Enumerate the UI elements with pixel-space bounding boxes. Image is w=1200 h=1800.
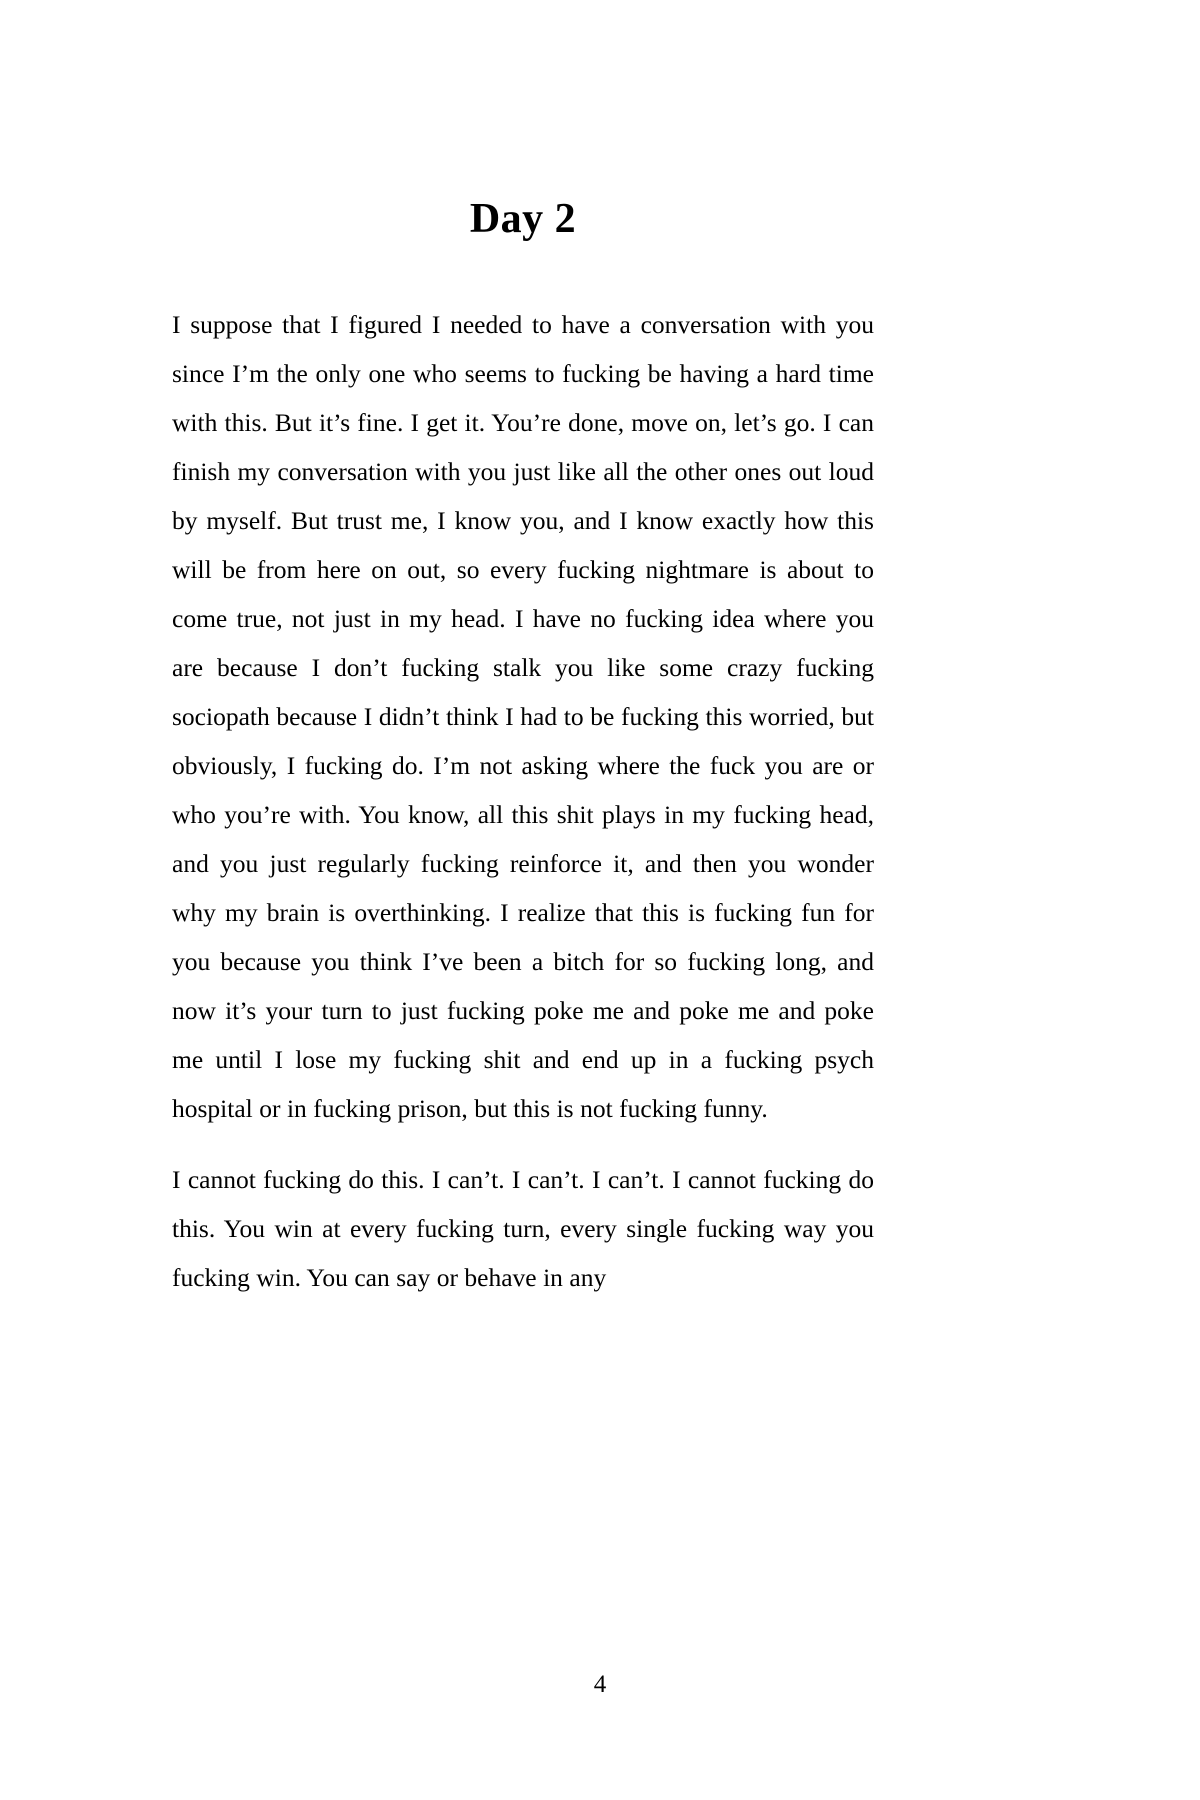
body-text-block (172, 300, 874, 1302)
paragraph: I cannot fucking do this. I can’t. I can’t. I can’t. I cannot fucking do this. You win at every fucking turn, every single fucking way you fucking win. You can say or behave in any (172, 1165, 874, 1292)
paragraph: I suppose that I figured I needed to have a conversation with you since I’m the only one who seems to fucking be having a hard time with this. But it’s fine. I get it. You’re done, move on, let’s go. I can finish my conversation with you just like all the other ones out loud by myself. But trust me, I know you, and I know exactly how this will be from here on out, so every fucking nightmare is about to come true, not just in my head. I have no fucking idea where you are because I don’t fucking stalk you like some crazy fucking sociopath because I didn’t think I had to be fucking this worried, but obviously, I fucking do. I’m not asking where the fuck you are or who you’re with. You know, all this shit plays in my fucking head, and you just regularly fucking reinforce it, and then you wonder why my brain is overthinking. I realize that this is fucking fun for you because you think I’ve been a bitch for so fucking long, and now it’s your turn to just fucking poke me and poke me and poke me until I lose my fucking shit and end up in a fucking psych hospital or in fucking prison, but this is not fucking funny. (172, 310, 874, 1123)
page-title: Day 2 (469, 196, 577, 243)
page-number: 4 (593, 1671, 607, 1698)
